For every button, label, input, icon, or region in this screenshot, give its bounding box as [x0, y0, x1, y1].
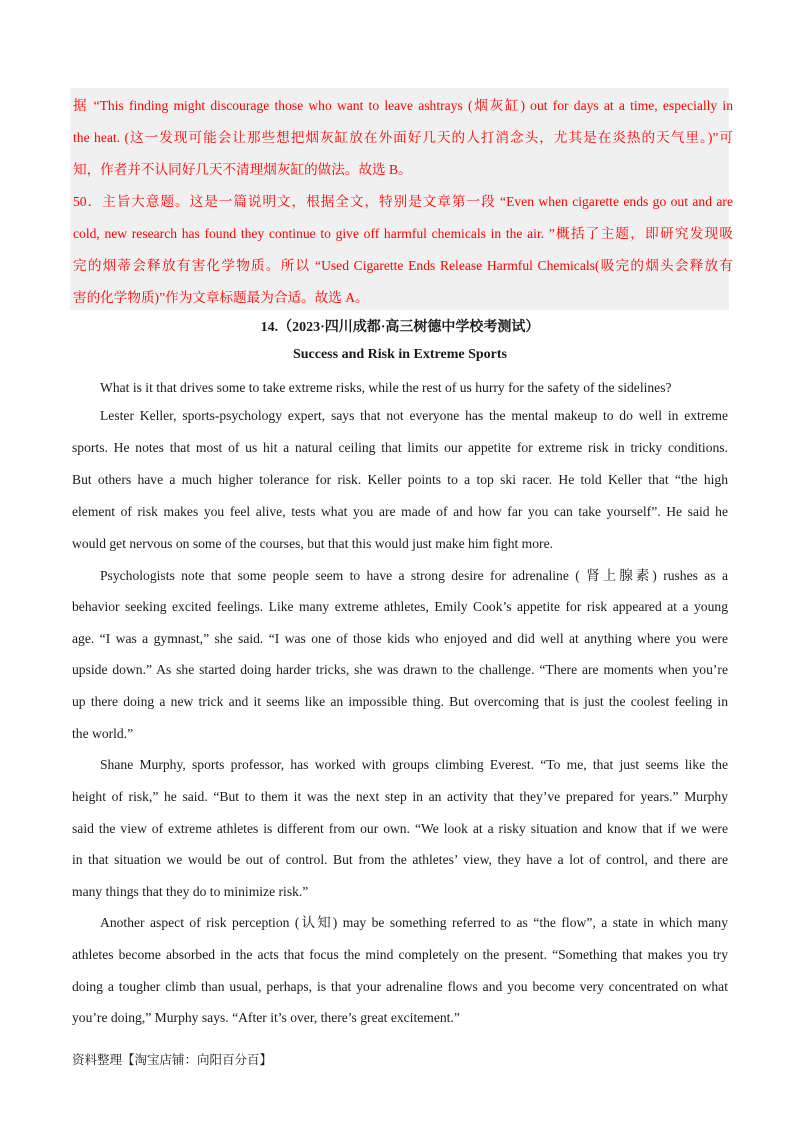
article-line-18: Another aspect of risk perception (认知) may be something referred to as “the flow”, a state in which many [100, 915, 728, 930]
article-line-9: age. “I was a gymnast,” she said. “I was one of those kids who enjoyed and did well at anything where you were [72, 631, 728, 646]
article-line-8: behavior seeking excited feelings. Like many extreme athletes, Emily Cook’s appetite for risk appeared at a young [72, 599, 728, 614]
answer-line-1: 据 “This finding might discourage those who want to leave ashtrays (烟灰缸) out for days at a time, especially in [73, 98, 733, 113]
question-number-heading: 14.（2023·四川成都·高三树德中学校考测试） [260, 320, 540, 335]
article-line-7: Psychologists note that some people seem to have a strong desire for adrenaline ( 肾上腺素) rushes as a [100, 568, 728, 583]
article-line-4: But others have a much higher tolerance for risk. Keller points to a top ski racer. He told Keller that “the high [72, 472, 728, 487]
article-line-15: said the view of extreme athletes is different from our own. “We look at a risky situation and know that if we were [72, 821, 728, 836]
article-line-14: height of risk,” he said. “But to them it was the next step in an activity that they’ve prepared for years.” Murphy [72, 789, 728, 804]
article-line-16: in that situation we would be out of control. But from the athletes’ view, they have a lot of control, and there are [72, 852, 728, 867]
answer-line-5: cold, new research has found they continue to give off harmful chemicals in the air. ”概括了主题，即研究发现吸 [73, 226, 733, 241]
answer-line-2: the heat. (这一发现可能会让那些想把烟灰缸放在外面好几天的人打消念头，尤其是在炎热的天气里。)”可 [73, 130, 733, 145]
answer-line-6: 完的烟蒂会释放有害化学物质。所以 “Used Cigarette Ends Release Harmful Chemicals(吸完的烟头会释放有 [73, 258, 733, 273]
article-line-5: element of risk makes you feel alive, tests what you are made of and how far you can take yourself”. He said he [72, 504, 728, 519]
article-title: Success and Risk in Extreme Sports [292, 347, 508, 362]
answer-line-3: 知，作者并不认同好几天不清理烟灰缸的做法。故选 B。 [73, 162, 412, 177]
article-line-1: What is it that drives some to take extreme risks, while the rest of us hurry for the safety of the sidelines? [100, 380, 672, 395]
answer-line-4: 50．主旨大意题。这是一篇说明文，根据全文，特别是文章第一段 “Even when cigarette ends go out and are [73, 194, 733, 209]
page-footer: 资料整理【淘宝店铺：向阳百分百】 [72, 1052, 273, 1067]
article-line-11: up there doing a new trick and it seems like an impossible thing. But overcoming that is just the coolest feeling in [72, 694, 728, 709]
answer-line-7: 害的化学物质)”作为文章标题最为合适。故选 A。 [73, 290, 369, 305]
article-line-20: doing a tougher climb than usual, perhaps, is that your adrenaline flows and you become very concentrated on what [72, 979, 728, 994]
article-line-12: the world.” [72, 726, 134, 741]
article-line-6: would get nervous on some of the courses, but that this would just make him fight more. [72, 536, 553, 551]
article-line-17: many things that they do to minimize risk.” [72, 884, 309, 899]
article-line-10: upside down.” As she started doing harder tricks, she was drawn to the challenge. “There are moments when you’re [72, 662, 728, 677]
article-line-19: athletes become absorbed in the acts that focus the mind completely on the present. “Something that makes you try [72, 947, 728, 962]
article-line-13: Shane Murphy, sports professor, has worked with groups climbing Everest. “To me, that just seems like the [100, 757, 728, 772]
article-line-21: you’re doing,” Murphy says. “After it’s over, there’s great excitement.” [72, 1010, 460, 1025]
article-line-3: sports. He notes that most of us hit a natural ceiling that limits our appetite for extreme risk in tricky conditions. [72, 440, 728, 455]
article-line-2: Lester Keller, sports-psychology expert, says that not everyone has the mental makeup to do well in extreme [100, 408, 728, 423]
